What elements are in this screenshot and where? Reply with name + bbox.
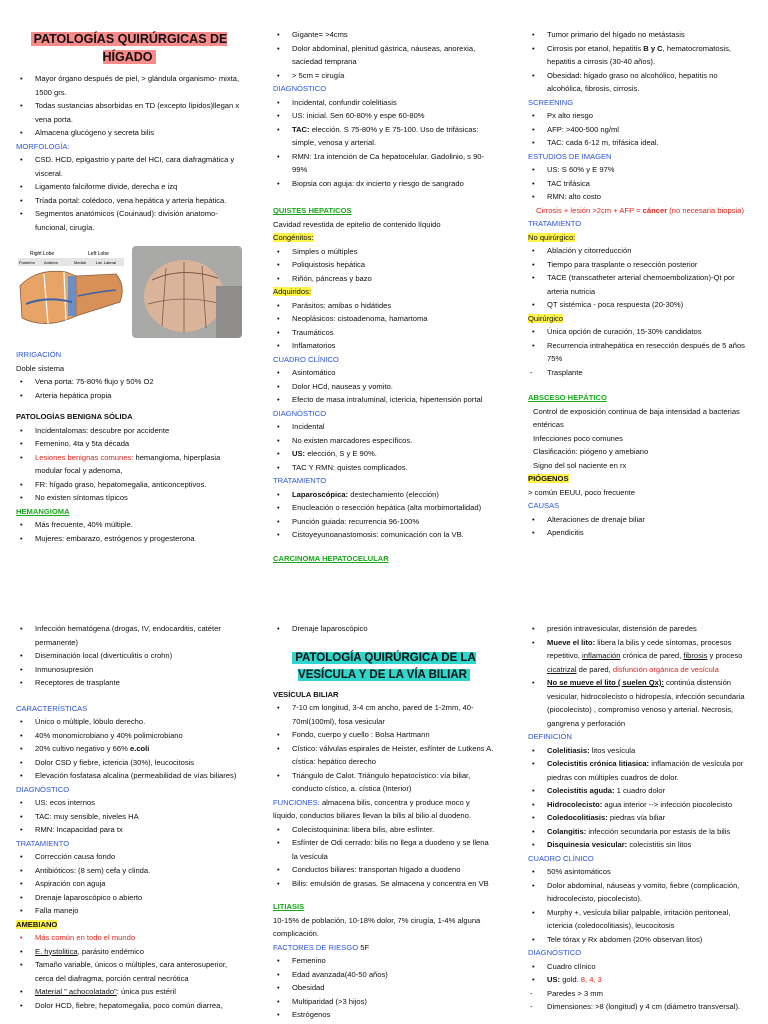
list-item: • 20% cultivo negativo y 66% e.coli <box>16 742 242 756</box>
list-item: • TACE (transcatheter arterial chemoembolization)-Qt por arteria nutricia <box>528 271 752 298</box>
section-heading: CUADRO CLÍNICO <box>528 853 594 863</box>
morphology-list <box>16 153 242 234</box>
section-heading: CARACTERÍSTICAS <box>16 703 88 713</box>
list-item <box>16 451 242 478</box>
column-4 <box>16 622 242 1024</box>
list-item: • Dolor HCD, fiebre, hepatomegalia, poco común diarrea, <box>16 999 242 1013</box>
list-item: • Falla manejo <box>16 904 242 918</box>
list-item: • Neoplásicos: cistoadenoma, hamartoma <box>273 312 495 326</box>
list-item: • TAC trifásica <box>528 177 752 191</box>
list-item: • Triángulo de Calot. Triángulo hepatocístico: vía biliar, conducto cístico, a. cística (Interior) <box>273 769 495 796</box>
causes-list <box>528 513 752 540</box>
column-6 <box>528 622 752 1024</box>
highlight-text: PIÓGENOS <box>528 474 569 483</box>
clinical-list <box>273 366 495 407</box>
list-item: • Segmentos anatómicos (Couinaud): división anatomo-funcional, cirugía. <box>16 207 242 234</box>
list-item: • Poliquistosis hepática <box>273 258 495 272</box>
congenital-list <box>273 245 495 286</box>
highlight-text: AMEBIANO <box>16 919 58 929</box>
diagram-label: Right Lobe <box>30 251 55 257</box>
section-heading: PATOLOGÍAS BENIGNA SÓLIDA <box>16 412 133 421</box>
list-item: • Clasificación: piógeno y amebiano <box>528 445 752 459</box>
paragraph: FUNCIONES: almacena bilis, concentra y produce moco y líquido, conductos biliares llevan la bilis al bilio al duodeno. <box>273 797 471 820</box>
list-item: • Corrección causa fondo <box>16 850 242 864</box>
section-heading: CARCINOMA HEPATOCELULAR <box>273 553 389 563</box>
list-item: • Antibióticos: (8 sem) cefa y clinda. <box>16 864 242 878</box>
list-item: • TAC: muy sensible, niveles HA <box>16 810 242 824</box>
list-item: • TAC: elección. S 75-80% y E 75-100. Uso de trifásicas: simple, venosa y arterial. <box>273 123 495 150</box>
list-item: • Multiparidad (>3 hijos) <box>273 995 495 1009</box>
hand-liver-model-photo <box>132 246 242 338</box>
hemangioma-list <box>16 518 242 545</box>
list-item: • Bilis: emulsión de grasas. Se almacena y concentra en VB <box>273 877 495 891</box>
list-item: • Obesidad <box>273 981 495 995</box>
list-item: • RMN: 1ra intención de Ca hepatocelular. Gadolinio, s 90-99% <box>273 150 495 177</box>
list-item: • Almacena glucógeno y secreta bilis <box>16 126 242 140</box>
list-item: • Receptores de trasplante <box>16 676 242 690</box>
list-item: • 7-10 cm longitud, 3-4 cm ancho, pared de 1-2mm, 40-70ml(100ml), fosa vesicular <box>273 701 495 728</box>
list-item: • Femenino <box>273 954 495 968</box>
highlight-text: Congénitos: <box>273 233 314 242</box>
list-item: • Riñón, páncreas y bazo <box>273 272 495 286</box>
paragraph: 10-15% de población, 10-18% dolor, 7% cirugía, 1-4% alguna complicación. <box>273 915 481 938</box>
list-item: • Colangitis: infección secundaria por estasis de la bilis <box>528 825 752 839</box>
section-title: PATOLOGÍA QUIRÚRGICA DE LA VESÍCULA Y DE LA VÍA BILIAR <box>273 650 495 684</box>
list-item: • Cístico: válvulas espirales de Heister, esfínter de Lutkens A. cística: hepático derecho <box>273 742 495 769</box>
column-3 <box>528 28 752 568</box>
list-item: • E. hystolitica, parásito endémico <box>16 945 242 959</box>
list-item: • Punción guiada: recurrencia 96-100% <box>273 515 495 529</box>
liver-segments-diagram <box>16 246 126 338</box>
list-item: • Conductos biliares: transportan hígado a duodeno <box>273 863 495 877</box>
list-item: • Arteria hepática propia <box>16 389 242 403</box>
section-heading: HEMANGIOMA <box>16 506 70 516</box>
abscess-list <box>528 405 752 473</box>
list-item: • Incidentalomas: descubre por accidente <box>16 424 242 438</box>
imaging-list <box>528 163 752 204</box>
list-item: - Dimensiones: >8 (longitud) y 4 cm (diámetro transversal). <box>528 1000 752 1014</box>
list-item: • QT sistémica - poca respuesta (20-30%) <box>528 298 752 312</box>
screening-list <box>528 109 752 150</box>
section-heading: DEFINICIÓN <box>528 732 572 741</box>
list-item: • No existen marcadores específicos. <box>273 434 495 448</box>
page-title: PATOLOGÍAS QUIRÚRGICAS DE HÍGADO <box>16 30 242 66</box>
list-item: • Apendicitis <box>528 526 752 540</box>
list-item: • 50% asintomáticos <box>528 865 752 879</box>
section-heading: DIAGNÓSTICO <box>528 948 582 957</box>
list-item: • Murphy +, vesícula biliar palpable, irritación peritoneal, ictericia (coledocolitiasis), leucocitosis <box>528 906 752 933</box>
section-heading: TRATAMIENTO <box>273 476 327 485</box>
list-item: • Edad avanzada(40-50 años) <box>273 968 495 982</box>
list-item: • Aspiración con aguja <box>16 877 242 891</box>
list-item: • Parásitos: amibas o hidátides <box>273 299 495 313</box>
list-item: - Paredes > 3 mm <box>528 987 752 1001</box>
paragraph: Doble sistema <box>16 363 65 373</box>
list-item: • Infección hematógena (drogas, IV, endocarditis, catéter permanente) <box>16 622 242 649</box>
list-item: • Coledocolitiasis: piedras vía biliar <box>528 811 752 825</box>
section-heading: ABSCESO HEPÁTICO <box>528 393 607 402</box>
highlight-text: Lesiones benignas comunes: <box>35 452 134 462</box>
acquired-list <box>273 299 495 353</box>
list-item: • Gigante= >4cms <box>273 28 495 42</box>
list-item: • CSD. HCD, epigastrio y parte del HCI, cara diafragmática y visceral. <box>16 153 242 180</box>
section-heading: IRRIGACIÓN <box>16 350 62 359</box>
list-item: • Signo del sol naciente en rx <box>528 459 752 473</box>
list-item: • Ligamento falciforme divide, derecha e izq <box>16 180 242 194</box>
list-item: • US: S 60% y E 97% <box>528 163 752 177</box>
section-heading: VESÍCULA BILIAR <box>273 689 339 699</box>
list-item: • Cirrosis por etanol, hepatitis B y C, hematocromatosis, hepatitis a cirrosis (30-40 años). <box>528 42 752 69</box>
list-item: • Simples o múltiples <box>273 245 495 259</box>
list-item: • US: inicial. Sen 60-80% y espe 60-80% <box>273 109 495 123</box>
list-item: • Obesidad: hígado graso no alcohólico, hepatitis no alcohólica, fibrosis, cirrosis. <box>528 69 752 96</box>
list-item: • Cistoyeyunoanastomosis: comunicación con la VB. <box>273 528 495 542</box>
list-item: • Drenaje laparoscópico o abierto <box>16 891 242 905</box>
list-item: • Colecistitis aguda: 1 cuadro dolor <box>528 784 752 798</box>
non-surgical-list <box>528 244 752 312</box>
column-1 <box>16 28 242 568</box>
diagram-label: Left Lobe <box>88 251 109 257</box>
functions-list <box>273 823 495 891</box>
list-item: • Femenino, 4ta y 5ta década <box>16 437 242 451</box>
list-item: • Colecistoquinina: libera bilis, abre esfínter. <box>273 823 495 837</box>
list-item: • Drenaje laparoscópico <box>273 622 495 636</box>
list-item: • > 5cm = cirugía <box>273 69 495 83</box>
column-5 <box>273 622 495 1024</box>
list-item: • US: ecos internos <box>16 796 242 810</box>
list-item: • Incidental <box>273 420 495 434</box>
list-item: • Esfínter de Odi cerrado: bilis no llega a duodeno y se llena la vesícula <box>273 836 495 863</box>
list-item: • Enucleación o resección hepática (alta morbimortalidad) <box>273 501 495 515</box>
gb-clinical-list <box>528 865 752 946</box>
list-item: • Inmunosupresión <box>16 663 242 677</box>
list-item: • Cuadro clínico <box>528 960 752 974</box>
list-item: • Más común en todo el mundo <box>16 931 242 945</box>
list-item: • Colecistitis crónica litiasica: inflamación de vesícula por piedras con múltiples cuadros de dolor. <box>528 757 752 784</box>
list-item: • Diseminación local (diverticulitis o crohn) <box>16 649 242 663</box>
liver-intro-list <box>16 72 242 140</box>
irrigation-list <box>16 375 242 402</box>
list-item: • Dolor abdominal, plenitud gástrica, náuseas, anorexia, saciedad temprana <box>273 42 495 69</box>
diagram-label: Posterior <box>19 260 36 265</box>
list-item: • Dolor CSD y fiebre, ictericia (30%), leucocitosis <box>16 756 242 770</box>
diagram-label: Medial <box>74 260 86 265</box>
diagram-label: Lat. Lateral <box>96 260 117 265</box>
definitions-list <box>528 744 752 852</box>
list-item: • Más frecuente, 40% múltiple. <box>16 518 242 532</box>
gb-diagnosis-list <box>528 960 752 1014</box>
list-item: • Mueve el lito: libera la bilis y cede síntomas, procesos repetitivo, inflamación crónica de pared, fibrosis y proceso cicatrizal de pared, disfunción orgánica de vesícula <box>528 636 752 677</box>
list-item: • Único o múltiple, lóbulo derecho. <box>16 715 242 729</box>
list-item: - Trasplante <box>528 366 752 380</box>
text: hemangioma, hiperplasia modular focal y adenoma, <box>35 452 221 475</box>
list-item: • Fondo, cuerpo y cuello : Bolsa Hartmann <box>273 728 495 742</box>
list-item: • Inflamatorios <box>273 339 495 353</box>
list-item: • Control de exposición continua de baja intensidad a bacterias entéricas <box>528 405 752 432</box>
list-item: • Colelitiasis: litos vesícula <box>528 744 752 758</box>
list-item: • Hidrocolecisto: agua interior --> infección piocolecisto <box>528 798 752 812</box>
liver-images <box>16 246 242 338</box>
section-heading: TRATAMIENTO <box>16 838 70 848</box>
gallbladder-list <box>273 701 495 796</box>
section-heading: ESTUDIOS DE IMAGEN <box>528 151 612 161</box>
surgical-list <box>528 325 752 379</box>
list-item: • Laparoscópica: destechamiento (elección) <box>273 488 495 502</box>
column-2 <box>273 28 495 568</box>
list-item: • Disquinesia vesicular: colecistitis sin litos <box>528 838 752 852</box>
risk-factors-list <box>273 954 495 1022</box>
list-item: • Tamaño variable, únicos o múltiples, cara anterosuperior, cerca del diafragma, porción central necrótica <box>16 958 242 985</box>
list-item: • Asintomático <box>273 366 495 380</box>
list-item: • Alteraciones de drenaje biliar <box>528 513 752 527</box>
section-heading: LITIASIS <box>273 902 305 911</box>
list-item: • Tríada portal: colédoco, vena hepática y arteria hepática. <box>16 194 242 208</box>
section-heading: DIAGNÓSTICO <box>273 84 327 93</box>
paragraph: > común EEUU, poco frecuente <box>528 487 636 497</box>
drainage-list <box>273 622 495 636</box>
list-item: • Mujeres: embarazo, estrógenos y progesterona <box>16 532 242 546</box>
hcc-list <box>528 28 752 96</box>
hemangioma-cont-list <box>273 28 495 82</box>
diagnosis-list <box>273 96 495 191</box>
list-item: • Dolor abdominal, náuseas y vomito, fiebre (complicación, hidrocolecisto, piocolecisto). <box>528 879 752 906</box>
list-item: • Infecciones poco comunes <box>528 432 752 446</box>
list-item: • 40% monomicrobiano y 40% polimicrobiano <box>16 729 242 743</box>
amoebic-list <box>16 931 242 1012</box>
list-item: • Tiempo para trasplante o resección posterior <box>528 258 752 272</box>
list-item: • US: elección, S y E 90%. <box>273 447 495 461</box>
section-heading: DIAGNÓSTICO <box>16 784 70 794</box>
section-heading: TRATAMIENTO <box>528 219 582 228</box>
list-item: • Traumáticos <box>273 326 495 340</box>
list-item: • TAC Y RMN: quistes complicados. <box>273 461 495 475</box>
list-item: • Elevación fosfatasa alcalina (permeabilidad de vías biliares) <box>16 769 242 783</box>
list-item: • Recurrencia intrahepática en resección después de 5 años 75% <box>528 339 752 366</box>
highlight-text: Quirúrgico <box>528 313 564 323</box>
cyst-diagnosis-list <box>273 420 495 474</box>
list-item: • No existen síntomas típicos <box>16 491 242 505</box>
list-item: • Ablación y citorreducción <box>528 244 752 258</box>
list-item: • US: gold. 8, 4, 3 <box>528 973 752 987</box>
features-list <box>16 715 242 783</box>
list-item: • Material " achocolatado": única pus estéril <box>16 985 242 999</box>
highlight-text: Adquiridos: <box>273 287 311 296</box>
section-heading: SCREENING <box>528 97 574 107</box>
benign-list <box>16 424 242 505</box>
section-heading: DIAGNÓSTICO <box>273 408 327 418</box>
highlight-text: Cirrosis + lesión >2cm + AFP = cáncer (no necesaria biopsia) <box>536 205 744 215</box>
abscess-diagnosis-list <box>16 796 242 837</box>
section-heading: QUISTES HEPATICOS <box>273 206 352 215</box>
cyst-treatment-list <box>273 488 495 542</box>
list-item: • Efecto de masa intraluminal, ictericia, hipertensión portal <box>273 393 495 407</box>
abscess-treatment-list <box>16 850 242 918</box>
paragraph: FACTORES DE RIESGO 5F <box>273 942 370 952</box>
section-heading: CAUSAS <box>528 501 560 510</box>
list-item: • FR: hígado graso, hepatomegalia, anticonceptivos. <box>16 478 242 492</box>
list-item: • Vena porta: 75-80% flujo y 50% O2 <box>16 375 242 389</box>
list-item: • presión intravesicular, distensión de paredes <box>528 622 752 636</box>
section-heading: CUADRO CLÍNICO <box>273 354 339 364</box>
list-item: • Dolor HCd, nauseas y vomito. <box>273 380 495 394</box>
list-item: • RMN: Incapacidad para tx <box>16 823 242 837</box>
list-item: • Todas sustancias absorbidas en TD (excepto lípidos)llegan x vena porta. <box>16 99 242 126</box>
list-item: • Px alto riesgo <box>528 109 752 123</box>
list-item: • Incidental, confundir colelitiasis <box>273 96 495 110</box>
paragraph: Cavidad revestida de epitelio de contenido líquido <box>273 219 441 229</box>
abscess-causes-list <box>16 622 242 690</box>
list-item: • Biopsia con aguja: dx incierto y riesgo de sangrado <box>273 177 495 191</box>
list-item: • Tumor primario del hígado no metástasis <box>528 28 752 42</box>
diagram-label: Anterior <box>44 260 59 265</box>
list-item: • Mayor órgano después de piel, > glándula organismo- mixta, 1500 grs. <box>16 72 242 99</box>
list-item: • AFP: >400-500 ng/ml <box>528 123 752 137</box>
list-item: • Única opción de curación, 15-30% candidatos <box>528 325 752 339</box>
list-item: • No se mueve el lito ( suelen Qx): continúa distensión vesicular, hidrocolecisto o hidropesía, infección secundaria (piocolecisto) , compromiso venoso y arterial. Necrosis, gangrena y perforación <box>528 676 752 730</box>
list-item: • Tele tórax y Rx abdomen (20% observan litos) <box>528 933 752 947</box>
pathophysiology-list <box>528 622 752 730</box>
list-item: • Estrógenos <box>273 1008 495 1022</box>
section-heading: MORFOLOGÍA: <box>16 141 70 151</box>
list-item: • TAC: cada 6-12 m, trifásica ideal. <box>528 136 752 150</box>
list-item: • RMN: alto costo <box>528 190 752 204</box>
highlight-text: No quirúrgico: <box>528 232 576 242</box>
